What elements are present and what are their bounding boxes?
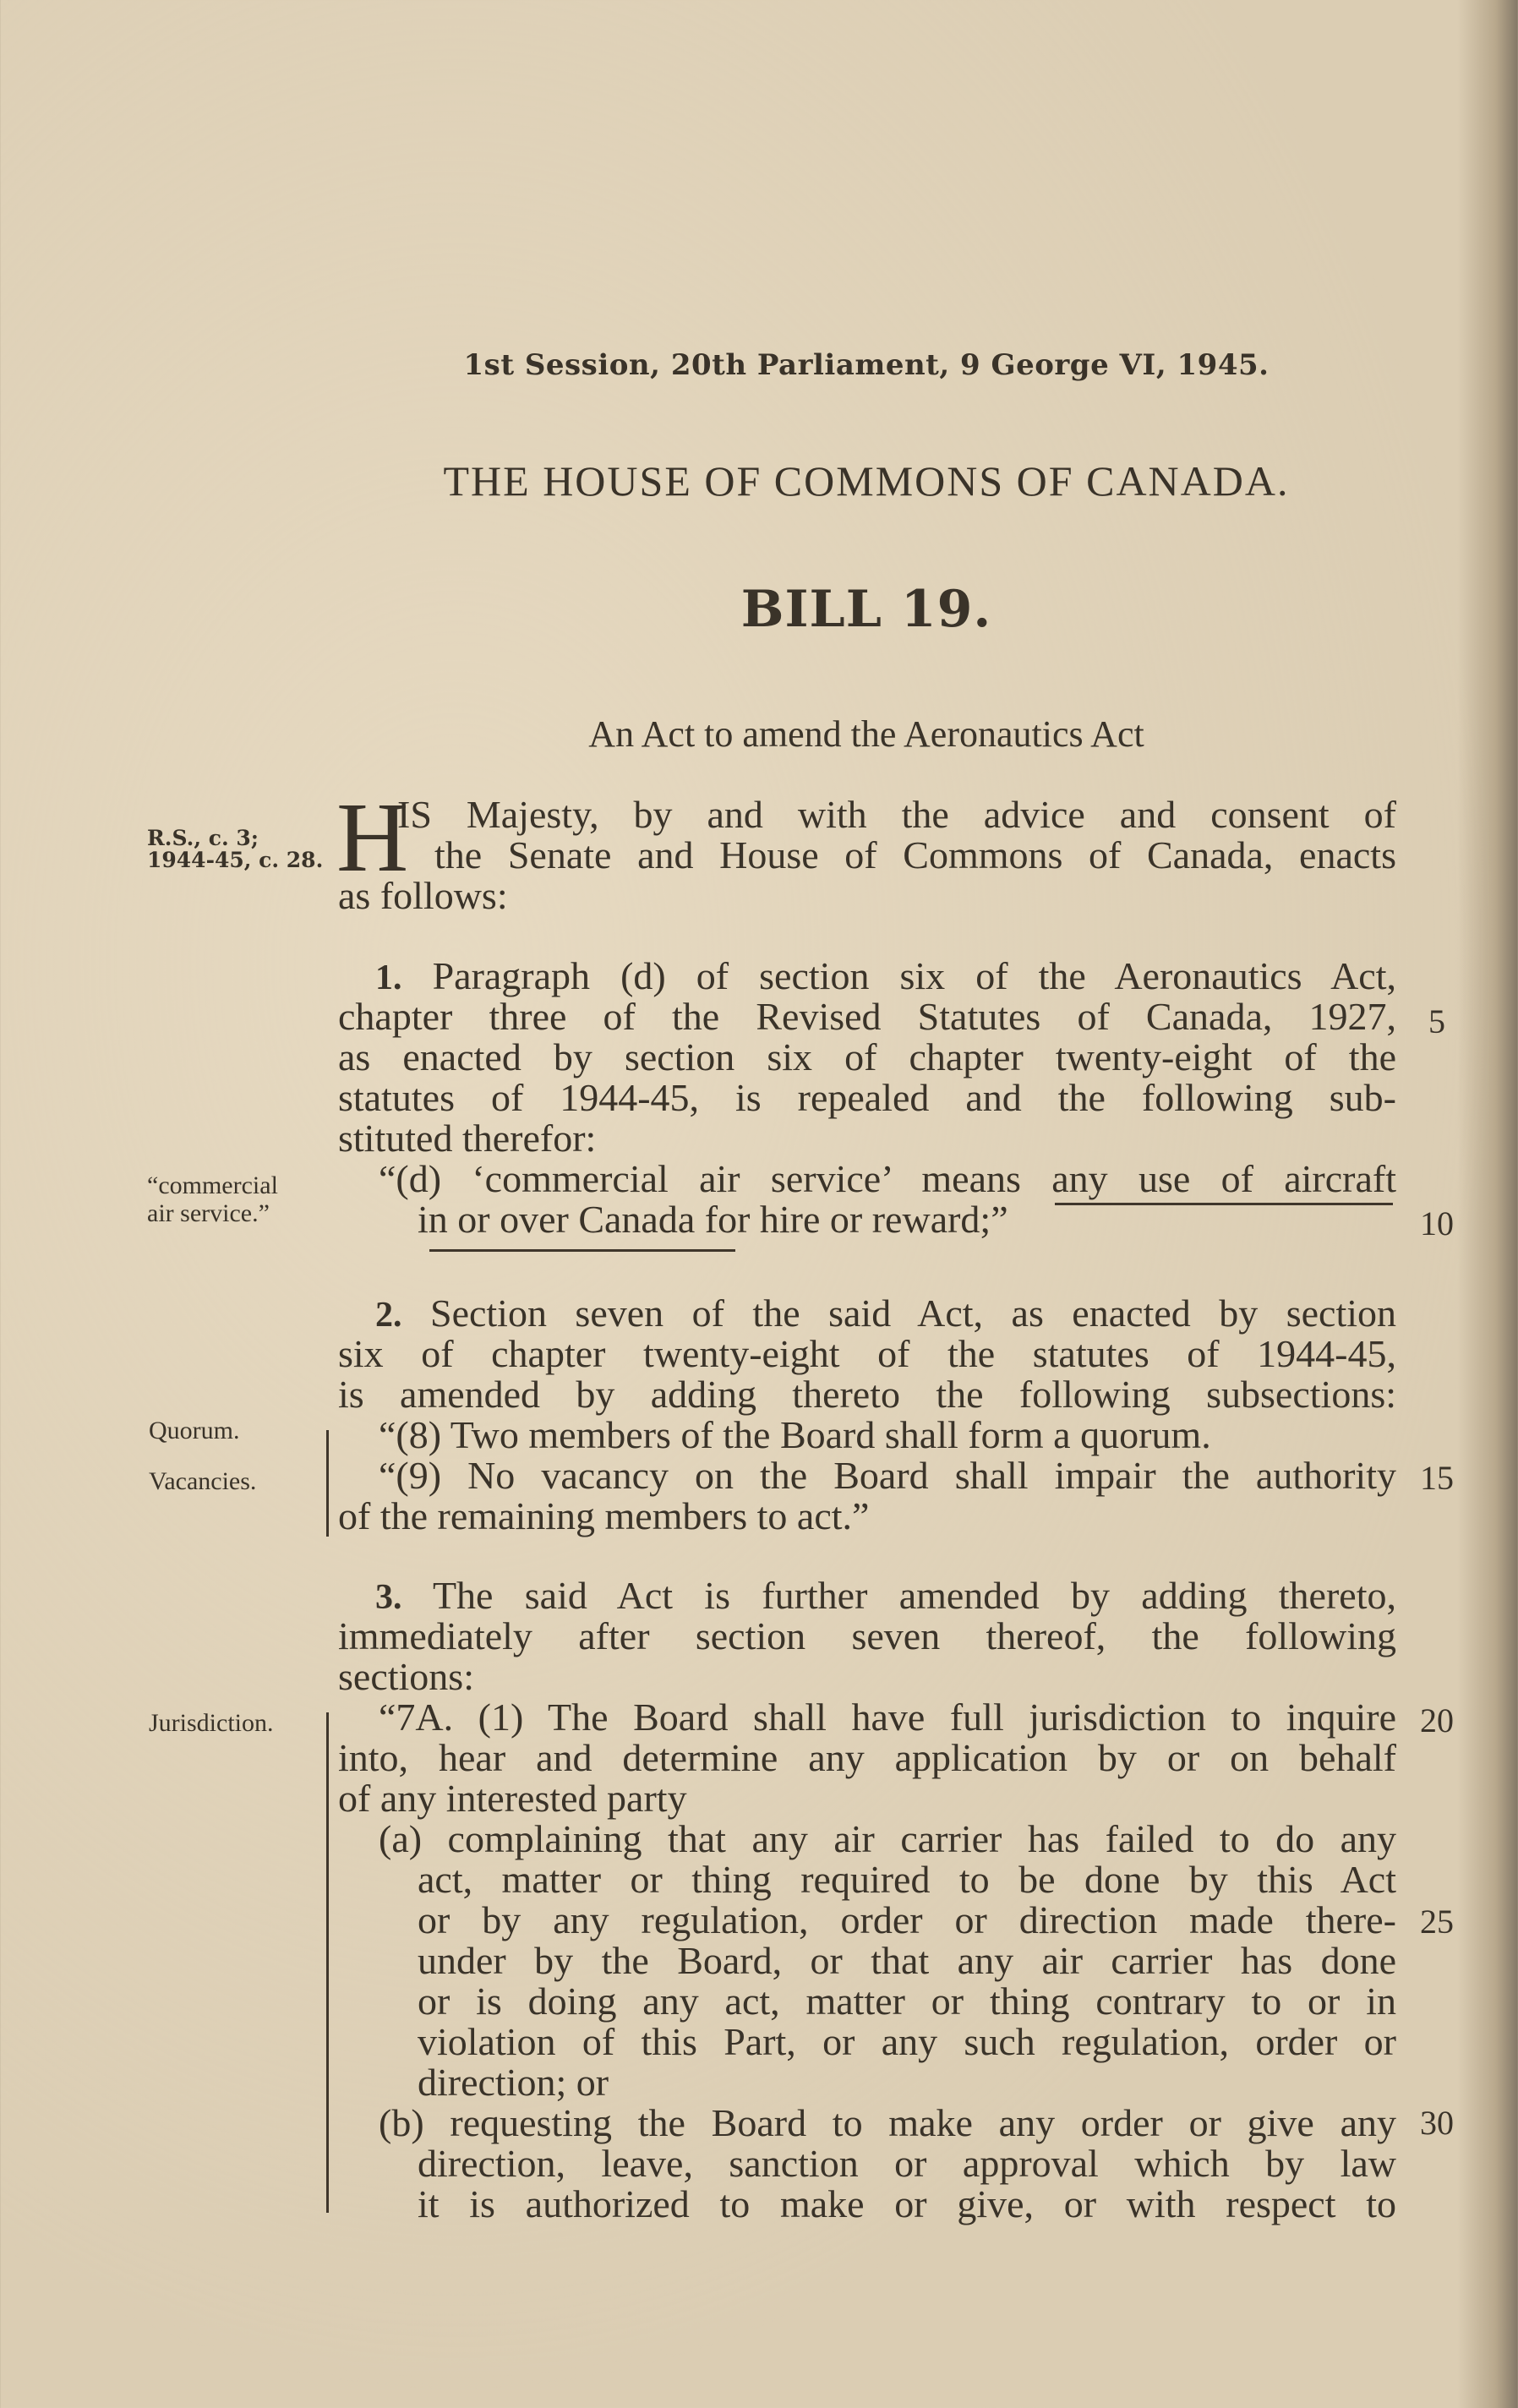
margin-note-vacancies: Vacancies.	[149, 1467, 257, 1495]
pencil-underline-1	[1055, 1203, 1393, 1205]
section-number: 1.	[375, 958, 402, 997]
section-3-line-15: direction, leave, sanction or approval which by law	[418, 2142, 1396, 2185]
line-number-10: 10	[1420, 1204, 1454, 1242]
section-3-line-1: 3. The said Act is further amended by adding thereto,	[375, 1574, 1396, 1617]
section-3-line-3: sections:	[338, 1655, 474, 1698]
line-number-30: 30	[1420, 2104, 1454, 2142]
section-number: 3.	[375, 1578, 402, 1617]
section-2-line-5: “(9) No vacancy on the Board shall impair the authority	[379, 1454, 1396, 1497]
section-2-line-2: six of chapter twenty-eight of the statutes of 1944-45,	[338, 1332, 1396, 1375]
preamble-line-3: as follows:	[338, 874, 508, 917]
section-3-line-13: direction; or	[418, 2061, 609, 2104]
section-3-line-6: of any interested party	[338, 1777, 687, 1820]
section-3-line-5: into, hear and determine any application by or on behalf	[338, 1736, 1396, 1779]
act-title: An Act to amend the Aeronautics Act	[588, 713, 1144, 755]
section-2-line-1: 2. Section seven of the said Act, as enacted by section	[375, 1291, 1396, 1335]
bill-number: BILL 19.	[740, 580, 992, 639]
session-line: 1st Session, 20th Parliament, 9 George VI, 1945.	[463, 348, 1270, 382]
section-1-line-5: stituted therefor:	[338, 1117, 597, 1160]
line-number-25: 25	[1420, 1903, 1454, 1941]
section-1-line-4: statutes of 1944-45, is repealed and the following sub-	[338, 1076, 1396, 1119]
pencil-margin-line-2	[326, 1712, 329, 2213]
line-number-15: 15	[1420, 1459, 1454, 1497]
section-3-line-9: or by any regulation, order or direction made there-	[418, 1898, 1396, 1941]
section-3-line-11: or is doing any act, matter or thing contrary to or in	[418, 1979, 1396, 2023]
section-2-line-4: “(8) Two members of the Board shall form a quorum.	[379, 1413, 1211, 1456]
section-1-line-3: as enacted by section six of chapter twenty-eight of the	[338, 1035, 1396, 1078]
house-heading: THE HOUSE OF COMMONS OF CANADA.	[443, 457, 1290, 505]
section-3-line-4: “7A. (1) The Board shall have full jurisdiction to inquire	[379, 1695, 1396, 1739]
margin-note-rs-2: 1944-45, c. 28.	[147, 848, 324, 872]
section-3-line-8: act, matter or thing required to be done by this Act	[418, 1858, 1396, 1901]
section-2-line-6: of the remaining members to act.”	[338, 1494, 870, 1537]
margin-note-rs-1: R.S., c. 3;	[147, 826, 259, 850]
section-1-line-6: “(d) ‘commercial air service’ means any use of aircraft	[379, 1157, 1396, 1200]
line-number-20: 20	[1420, 1701, 1454, 1739]
section-3-line-2: immediately after section seven thereof, the following	[338, 1614, 1396, 1657]
section-1-line-2: chapter three of the Revised Statutes of Canada, 1927,	[338, 995, 1396, 1038]
margin-note-commercial-1: “commercial	[147, 1171, 278, 1199]
preamble-line-1: IS Majesty, by and with the advice and consent of	[397, 793, 1396, 836]
section-3-line-12: violation of this Part, or any such regulation, order or	[418, 2020, 1396, 2063]
margin-note-quorum: Quorum.	[149, 1417, 240, 1444]
section-3-line-10: under by the Board, or that any air carrier has done	[418, 1939, 1396, 1982]
preamble-line-2: the Senate and House of Commons of Canada, enacts	[434, 833, 1396, 876]
section-3-line-7: (a) complaining that any air carrier has failed to do any	[379, 1817, 1396, 1860]
margin-note-jurisdiction: Jurisdiction.	[149, 1709, 274, 1737]
pencil-margin-line-1	[326, 1430, 329, 1537]
section-3-line-14: (b) requesting the Board to make any order or give any	[379, 2101, 1396, 2144]
section-1-line-7: in or over Canada for hire or reward;”	[418, 1198, 1008, 1241]
section-3-line-16: it is authorized to make or give, or with respect to	[418, 2182, 1396, 2225]
drop-cap: H	[336, 782, 409, 893]
pencil-underline-2	[429, 1249, 735, 1252]
section-1-line-1: 1. Paragraph (d) of section six of the Aeronautics Act,	[375, 954, 1397, 997]
section-2-line-3: is amended by adding thereto the following subsections:	[338, 1373, 1396, 1416]
margin-note-commercial-2: air service.”	[147, 1199, 270, 1227]
section-number: 2.	[375, 1296, 402, 1335]
line-number-5: 5	[1428, 1002, 1445, 1040]
